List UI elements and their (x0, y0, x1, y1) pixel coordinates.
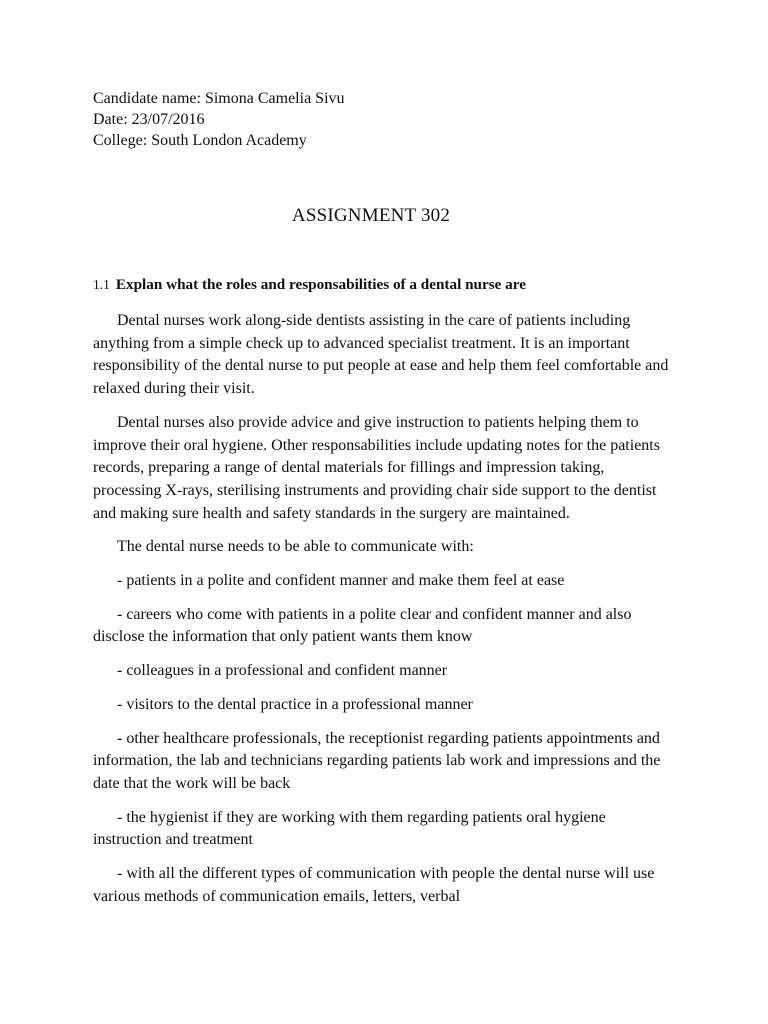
candidate-name: Candidate name: Simona Camelia Sivu (93, 90, 345, 107)
list-item: - other healthcare professionals, the receptionist regarding patients appointments and information, the lab and technicians regarding patients lab work and impressions and the date that the work will be back (93, 729, 661, 792)
section-heading (93, 276, 526, 294)
list-item: - with all the different types of communication with people the dental nurse will use various methods of communication emails, letters, verbal (93, 865, 655, 905)
list-item: - colleagues in a professional and confident manner (117, 662, 448, 680)
paragraph: Dental nurses work along-side dentists assisting in the care of patients including anything from a simple check up to advanced specialist treatment. It is an important responsibility of the dental nurse to put people at ease and help them feel comfortable and relaxed during their visit. (93, 312, 669, 398)
section-heading-text: Explan what the roles and responsabilities of a dental nurse are (115, 276, 526, 293)
candidate-info (93, 88, 345, 151)
submission-date: Date: 23/07/2016 (93, 111, 205, 128)
list-item: - visitors to the dental practice in a professional manner (117, 695, 473, 713)
paragraph: Dental nurses also provide advice and give instruction to patients helping them to improve their oral hygiene. Other responsabilities include updating notes for the patients records, preparing a range of dental materials for fillings and impression taking, processing X-rays, sterilising instruments and providing chair side support to the dentist and making sure health and safety standards in the surgery are maintained. (93, 413, 660, 522)
document-title: ASSIGNMENT 302 (291, 205, 451, 226)
college-name: College: South London Academy (93, 132, 307, 149)
paragraph: The dental nurse needs to be able to communicate with: (117, 538, 474, 556)
section-number: 1.1 (93, 277, 110, 292)
list-item: - the hygienist if they are working with them regarding patients oral hygiene instruction and treatment (93, 808, 606, 849)
document-body (93, 310, 673, 919)
list-item: - patients in a polite and confident manner and make them feel at ease (117, 572, 565, 590)
list-item: - careers who come with patients in a polite clear and confident manner and also disclose the information that only patient wants them know (93, 605, 632, 646)
